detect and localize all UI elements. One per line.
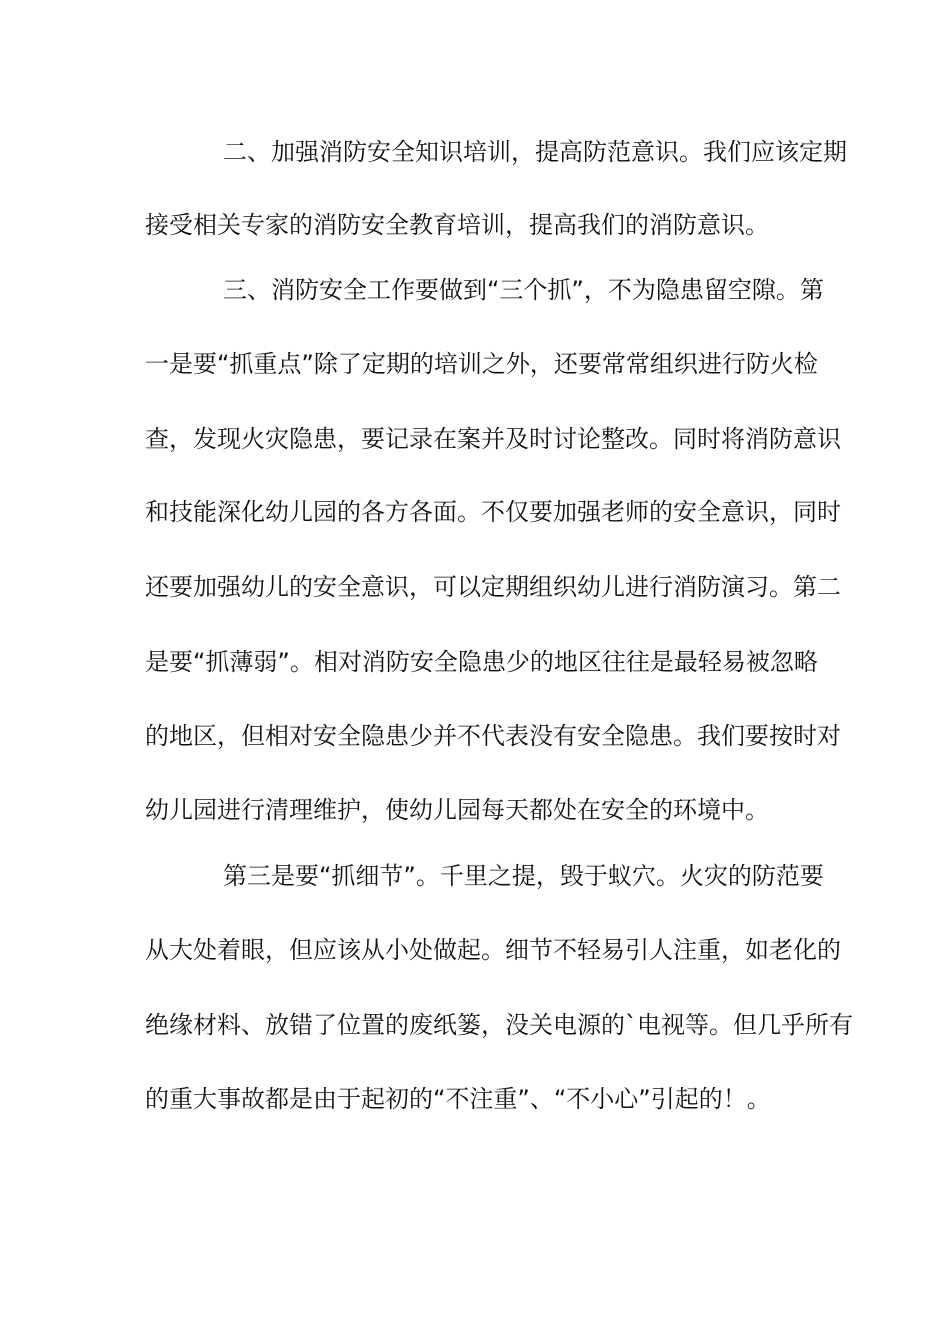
- paragraph-4-line-4: 的重大事故都是由于起初的“不注重”、“不小心”引起的！。: [145, 1085, 771, 1113]
- paragraph-3-line-5: 还要加强幼儿的安全意识，可以定期组织幼儿进行消防演习。第二: [145, 573, 841, 601]
- paragraph-3-line-4: 和技能深化幼儿园的各方各面。不仅要加强老师的安全意识，同时: [145, 498, 841, 526]
- paragraph-4-line-3: 绝缘材料、放错了位置的废纸篓，没关电源的`电视等。但几乎所有: [145, 1011, 853, 1039]
- paragraph-3-line-8: 幼儿园进行清理维护，使幼儿园每天都处在安全的环境中。: [145, 796, 769, 824]
- paragraph-3-line-3: 查，发现火灾隐患，要记录在案并及时讨论整改。同时将消防意识: [145, 425, 841, 453]
- paragraph-4-line-1: 第三是要“抓细节”。千里之提，毁于蚁穴。火灾的防范要: [223, 862, 824, 890]
- paragraph-3-line-1: 三、消防安全工作要做到“三个抓”，不为隐患留空隙。第: [223, 276, 824, 304]
- paragraph-4-line-2: 从大处着眼，但应该从小处做起。细节不轻易引人注重，如老化的: [145, 936, 841, 964]
- paragraph-3-line-6: 是要“抓薄弱”。相对消防安全隐患少的地区往往是最轻易被忽略: [145, 648, 818, 676]
- paragraph-3-line-2: 一是要“抓重点”除了定期的培训之外，还要常常组织进行防火检: [145, 350, 818, 378]
- paragraph-3-line-7: 的地区，但相对安全隐患少并不代表没有安全隐患。我们要按时对: [145, 722, 841, 750]
- paragraph-2-line-2: 接受相关专家的消防安全教育培训，提高我们的消防意识。: [145, 211, 769, 239]
- paragraph-2-line-1: 二、加强消防安全知识培训，提高防范意识。我们应该定期: [223, 138, 847, 166]
